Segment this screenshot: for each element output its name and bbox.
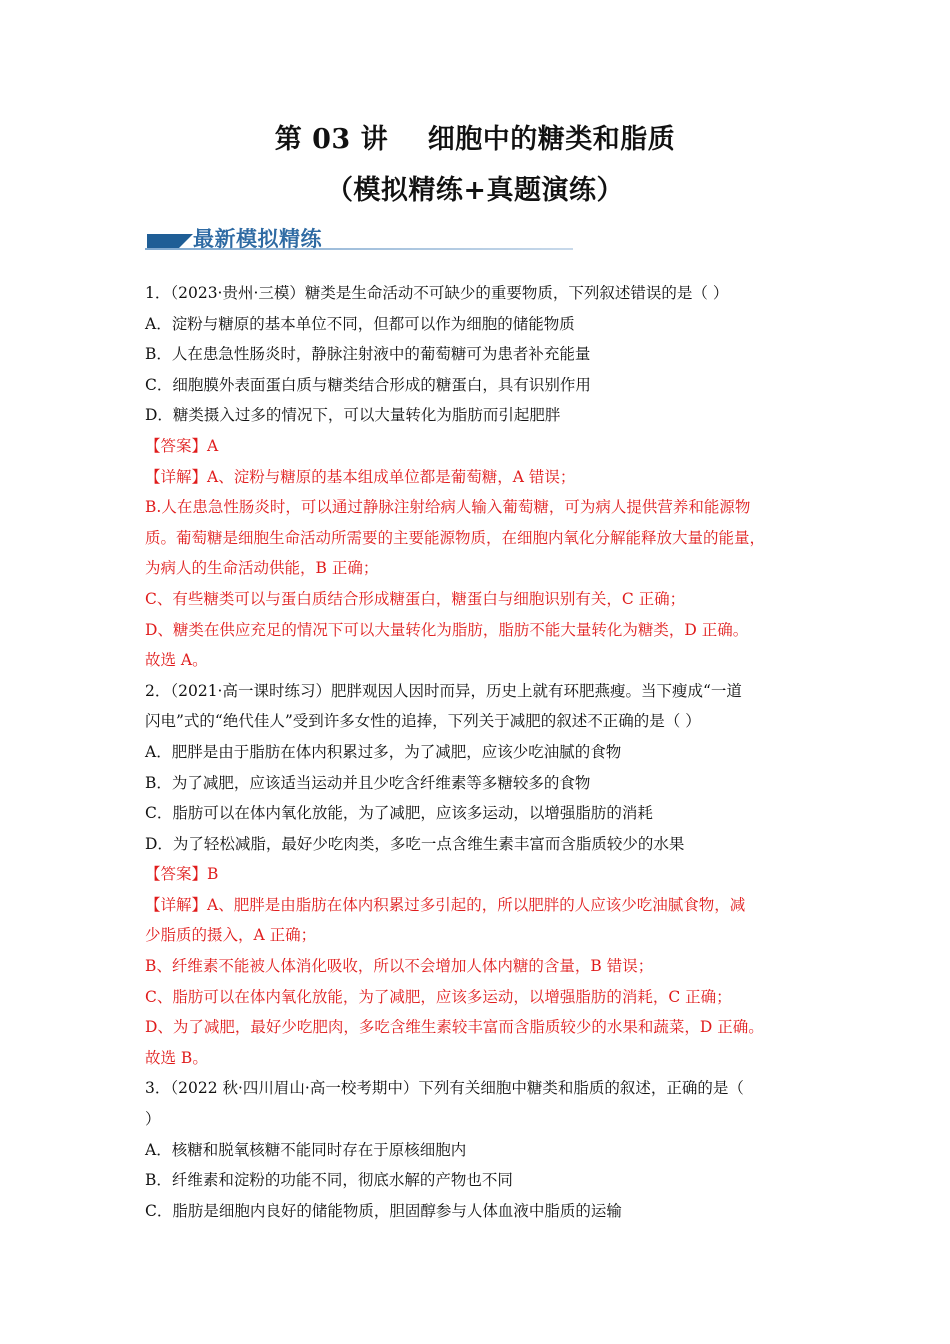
- question-line: A．淀粉与糖原的基本单位不同，但都可以作为细胞的储能物质: [145, 314, 575, 333]
- answer-line: D、为了减肥，最好少吃肥肉，多吃含维生素较丰富而含脂质较少的水果和蔬菜，D 正确。: [145, 1018, 764, 1037]
- page-title: 第 03 讲 细胞中的糖类和脂质: [274, 124, 676, 155]
- banner-arrow-icon: [179, 234, 193, 248]
- question-line: D．为了轻松减脂，最好少吃肉类，多吃一点含维生素丰富而含脂质较少的水果: [145, 834, 685, 853]
- question-line: B．人在患急性肠炎时，静脉注射液中的葡萄糖可为患者补充能量: [145, 345, 591, 364]
- question-line: A．肥胖是由于脂肪在体内积累过多，为了减肥，应该少吃油腻的食物: [145, 742, 622, 761]
- question-line: B．纤维素和淀粉的功能不同，彻底水解的产物也不同: [145, 1171, 513, 1190]
- answer-line: B.人在患急性肠炎时，可以通过静脉注射给病人输入葡萄糖，可为病人提供营养和能源物: [145, 498, 751, 517]
- section-heading: 最新模拟精练: [193, 227, 322, 251]
- answer-line: 【答案】A: [145, 436, 219, 455]
- question-line: D．糖类摄入过多的情况下，可以大量转化为脂肪而引起肥胖: [145, 406, 561, 425]
- answer-line: D、糖类在供应充足的情况下可以大量转化为脂肪，脂肪不能大量转化为糖类，D 正确。: [145, 620, 749, 639]
- answer-line: 少脂质的摄入，A 正确；: [145, 926, 317, 945]
- answer-line: C、有些糖类可以与蛋白质结合形成糖蛋白，糖蛋白与细胞识别有关，C 正确；: [145, 589, 686, 608]
- answer-line: 【详解】A、肥胖是由脂肪在体内积累过多引起的，所以肥胖的人应该少吃油腻食物，减: [145, 895, 746, 914]
- answer-line: C、脂肪可以在体内氧化放能，为了减肥，应该多运动，以增强脂肪的消耗，C 正确；: [145, 987, 732, 1006]
- answer-line: B、纤维素不能被人体消化吸收，所以不会增加人体内糖的含量，B 错误；: [145, 957, 654, 976]
- question-line: 1．（2023·贵州·三模）糖类是生命活动不可缺少的重要物质，下列叙述错误的是（ ）: [145, 284, 729, 302]
- question-line: C．细胞膜外表面蛋白质与糖类结合形成的糖蛋白，具有识别作用: [145, 375, 591, 394]
- answer-line: 质。葡萄糖是细胞生命活动所需要的主要能源物质，在细胞内氧化分解能释放大量的能量，: [145, 528, 766, 547]
- question-line: C．脂肪可以在体内氧化放能，为了减肥，应该多运动，以增强脂肪的消耗: [145, 804, 653, 823]
- page-subtitle: （模拟精练+真题演练）: [325, 175, 625, 206]
- banner-bar-icon: [147, 234, 179, 248]
- question-line: 2．（2021·高一课时练习）肥胖观因人因时而异，历史上就有环肥燕瘦。当下瘦成“一道: [145, 681, 742, 700]
- question-line: C．脂肪是细胞内良好的储能物质，胆固醇参与人体血液中脂质的运输: [145, 1201, 622, 1220]
- section-banner: [145, 226, 573, 252]
- document-body: [145, 278, 805, 1226]
- question-line: 3．（2022 秋·四川眉山·高一校考期中）下列有关细胞中糖类和脂质的叙述，正确的是（: [145, 1079, 744, 1098]
- answer-line: 【答案】B: [145, 865, 219, 884]
- answer-line: 【详解】A、淀粉与糖原的基本组成单位都是葡萄糖，A 错误；: [145, 467, 576, 486]
- question-line: 闪电”式的“绝代佳人”受到许多女性的追捧，下列关于减肥的叙述不正确的是（ ）: [145, 712, 701, 731]
- answer-line: 为病人的生命活动供能，B 正确；: [145, 559, 379, 578]
- answer-line: 故选 A。: [145, 651, 208, 670]
- question-line: B．为了减肥，应该适当运动并且少吃含纤维素等多糖较多的食物: [145, 773, 591, 792]
- question-line: ）: [145, 1110, 161, 1129]
- answer-line: 故选 B。: [145, 1048, 208, 1067]
- question-line: A．核糖和脱氧核糖不能同时存在于原核细胞内: [145, 1140, 467, 1159]
